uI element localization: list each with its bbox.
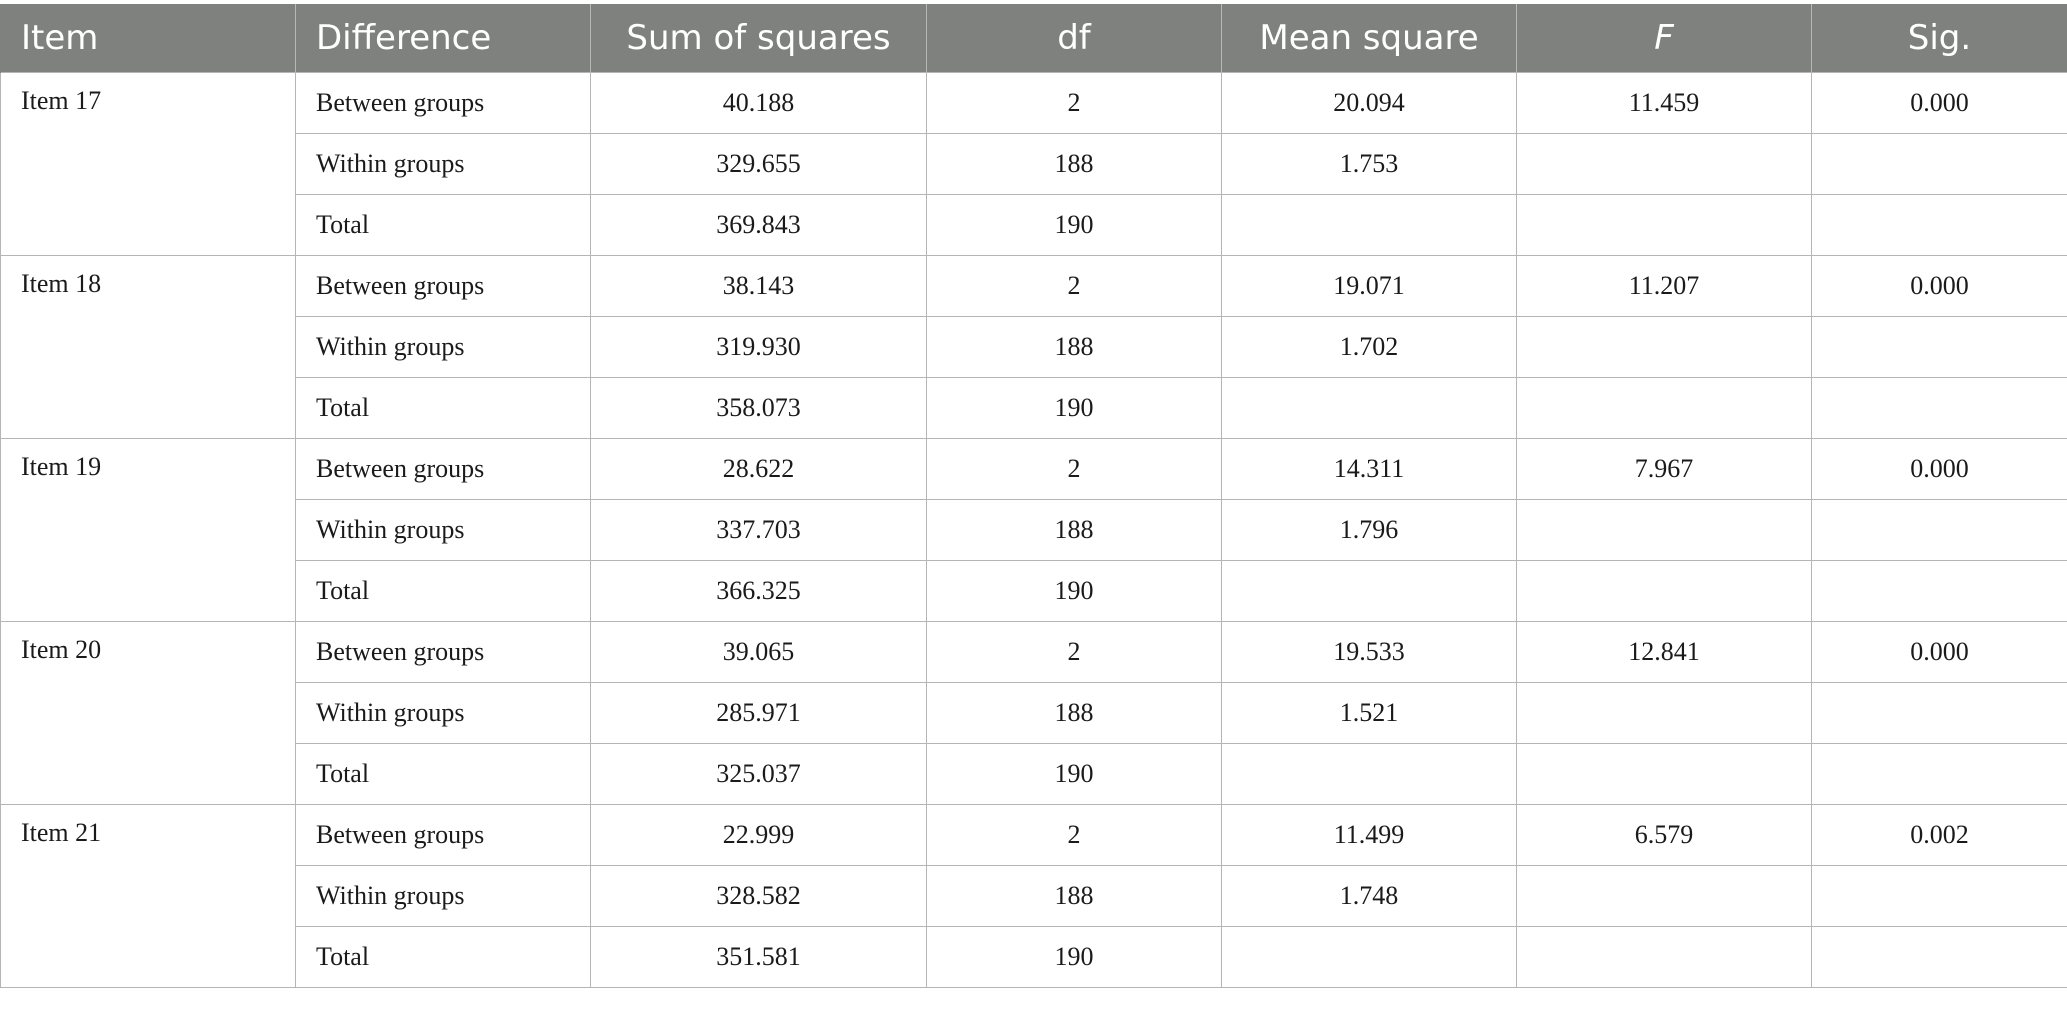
df-cell: 190 xyxy=(927,378,1222,439)
item-label-cell: Item 18 xyxy=(1,256,296,439)
anova-table-container xyxy=(0,4,2067,988)
sum-of-squares-cell: 337.703 xyxy=(591,500,927,561)
f-value-cell xyxy=(1517,195,1812,256)
sum-of-squares-cell: 39.065 xyxy=(591,622,927,683)
mean-square-cell xyxy=(1222,744,1517,805)
mean-square-cell xyxy=(1222,378,1517,439)
difference-cell: Between groups xyxy=(296,622,591,683)
df-cell: 190 xyxy=(927,195,1222,256)
f-value-cell xyxy=(1517,378,1812,439)
sig-cell: 0.000 xyxy=(1812,622,2067,683)
column-header-difference: Difference xyxy=(296,4,591,73)
sum-of-squares-cell: 38.143 xyxy=(591,256,927,317)
sum-of-squares-cell: 28.622 xyxy=(591,439,927,500)
sig-cell xyxy=(1812,500,2067,561)
sig-cell: 0.000 xyxy=(1812,73,2067,134)
mean-square-cell: 14.311 xyxy=(1222,439,1517,500)
difference-cell: Between groups xyxy=(296,439,591,500)
df-cell: 188 xyxy=(927,683,1222,744)
table-row xyxy=(1,317,2067,378)
table-row xyxy=(1,378,2067,439)
mean-square-cell: 19.071 xyxy=(1222,256,1517,317)
column-header-sig: Sig. xyxy=(1812,4,2067,73)
sum-of-squares-cell: 22.999 xyxy=(591,805,927,866)
sig-cell xyxy=(1812,317,2067,378)
f-value-cell xyxy=(1517,317,1812,378)
df-cell: 2 xyxy=(927,805,1222,866)
difference-cell: Total xyxy=(296,561,591,622)
mean-square-cell: 19.533 xyxy=(1222,622,1517,683)
f-value-cell xyxy=(1517,500,1812,561)
table-row xyxy=(1,256,2067,317)
df-cell: 2 xyxy=(927,622,1222,683)
table-row xyxy=(1,683,2067,744)
sig-cell xyxy=(1812,561,2067,622)
sig-cell xyxy=(1812,378,2067,439)
df-cell: 188 xyxy=(927,134,1222,195)
df-cell: 188 xyxy=(927,500,1222,561)
f-value-cell: 12.841 xyxy=(1517,622,1812,683)
df-cell: 2 xyxy=(927,256,1222,317)
sum-of-squares-cell: 319.930 xyxy=(591,317,927,378)
df-cell: 190 xyxy=(927,561,1222,622)
table-row xyxy=(1,500,2067,561)
table-row xyxy=(1,805,2067,866)
column-header-df: df xyxy=(927,4,1222,73)
f-value-cell: 7.967 xyxy=(1517,439,1812,500)
header-row xyxy=(1,4,2067,73)
mean-square-cell: 1.702 xyxy=(1222,317,1517,378)
sum-of-squares-cell: 40.188 xyxy=(591,73,927,134)
anova-table xyxy=(0,4,2067,988)
df-cell: 188 xyxy=(927,317,1222,378)
sig-cell xyxy=(1812,134,2067,195)
table-row xyxy=(1,561,2067,622)
sum-of-squares-cell: 285.971 xyxy=(591,683,927,744)
difference-cell: Between groups xyxy=(296,73,591,134)
column-header-sum-of-squares: Sum of squares xyxy=(591,4,927,73)
sig-cell xyxy=(1812,866,2067,927)
item-label-cell: Item 20 xyxy=(1,622,296,805)
column-header-mean-square: Mean square xyxy=(1222,4,1517,73)
sum-of-squares-cell: 329.655 xyxy=(591,134,927,195)
mean-square-cell xyxy=(1222,561,1517,622)
mean-square-cell: 20.094 xyxy=(1222,73,1517,134)
item-label-cell: Item 19 xyxy=(1,439,296,622)
difference-cell: Within groups xyxy=(296,317,591,378)
sum-of-squares-cell: 358.073 xyxy=(591,378,927,439)
mean-square-cell xyxy=(1222,195,1517,256)
difference-cell: Within groups xyxy=(296,500,591,561)
item-label-cell: Item 17 xyxy=(1,73,296,256)
mean-square-cell: 1.521 xyxy=(1222,683,1517,744)
difference-cell: Between groups xyxy=(296,805,591,866)
f-value-cell xyxy=(1517,561,1812,622)
df-cell: 2 xyxy=(927,73,1222,134)
f-value-cell: 11.459 xyxy=(1517,73,1812,134)
sig-cell xyxy=(1812,195,2067,256)
table-row xyxy=(1,927,2067,988)
difference-cell: Within groups xyxy=(296,134,591,195)
difference-cell: Between groups xyxy=(296,256,591,317)
sum-of-squares-cell: 369.843 xyxy=(591,195,927,256)
f-value-cell: 6.579 xyxy=(1517,805,1812,866)
sum-of-squares-cell: 366.325 xyxy=(591,561,927,622)
table-row xyxy=(1,866,2067,927)
sig-cell: 0.000 xyxy=(1812,439,2067,500)
mean-square-cell: 1.796 xyxy=(1222,500,1517,561)
f-value-cell xyxy=(1517,683,1812,744)
sum-of-squares-cell: 351.581 xyxy=(591,927,927,988)
difference-cell: Within groups xyxy=(296,866,591,927)
df-cell: 190 xyxy=(927,744,1222,805)
table-row xyxy=(1,73,2067,134)
df-cell: 2 xyxy=(927,439,1222,500)
f-value-cell xyxy=(1517,866,1812,927)
f-value-cell xyxy=(1517,744,1812,805)
column-header-item: Item xyxy=(1,4,296,73)
table-row xyxy=(1,134,2067,195)
sig-cell: 0.000 xyxy=(1812,256,2067,317)
table-row xyxy=(1,195,2067,256)
item-label-cell: Item 21 xyxy=(1,805,296,988)
f-value-cell xyxy=(1517,134,1812,195)
sig-cell xyxy=(1812,683,2067,744)
table-row xyxy=(1,622,2067,683)
difference-cell: Total xyxy=(296,195,591,256)
sum-of-squares-cell: 325.037 xyxy=(591,744,927,805)
table-row xyxy=(1,439,2067,500)
mean-square-cell: 1.753 xyxy=(1222,134,1517,195)
difference-cell: Total xyxy=(296,744,591,805)
df-cell: 188 xyxy=(927,866,1222,927)
difference-cell: Within groups xyxy=(296,683,591,744)
mean-square-cell xyxy=(1222,927,1517,988)
table-row xyxy=(1,744,2067,805)
sum-of-squares-cell: 328.582 xyxy=(591,866,927,927)
sig-cell: 0.002 xyxy=(1812,805,2067,866)
column-header-f: F xyxy=(1517,4,1812,73)
mean-square-cell: 1.748 xyxy=(1222,866,1517,927)
df-cell: 190 xyxy=(927,927,1222,988)
difference-cell: Total xyxy=(296,927,591,988)
mean-square-cell: 11.499 xyxy=(1222,805,1517,866)
sig-cell xyxy=(1812,744,2067,805)
f-value-cell xyxy=(1517,927,1812,988)
table-body xyxy=(1,73,2067,988)
sig-cell xyxy=(1812,927,2067,988)
difference-cell: Total xyxy=(296,378,591,439)
f-value-cell: 11.207 xyxy=(1517,256,1812,317)
